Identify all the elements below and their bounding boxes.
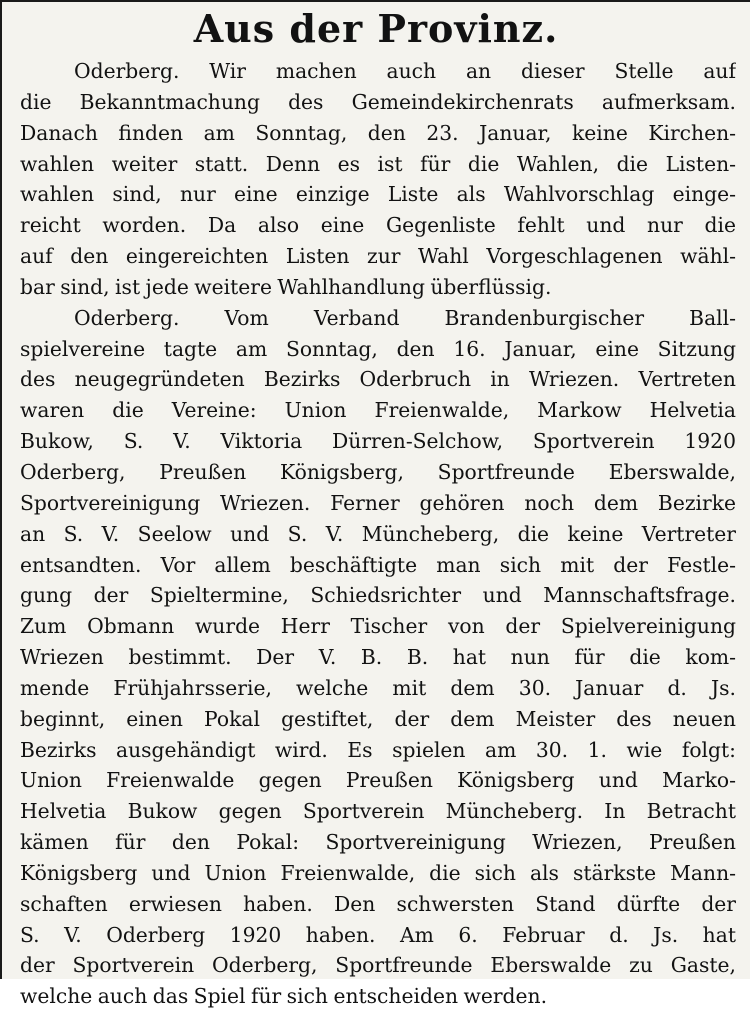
article-line: reicht worden. Da also eine Gegenliste fehlt und nur die — [20, 213, 736, 238]
article-line: Helvetia Bukow gegen Sportverein Müncheberg. In Betracht — [20, 799, 736, 824]
article-line: Königsberg und Union Freienwalde, die sich als stärkste Mann- — [20, 860, 736, 885]
article-line: wahlen weiter statt. Denn es ist für die Wahlen, die Listen- — [20, 151, 736, 176]
article-line: welche auch das Spiel für sich entscheiden werden. — [20, 984, 548, 1009]
article-line: entsandten. Vor allem beschäftigte man sich mit der Festle- — [20, 552, 736, 577]
article-line: Bezirks ausgehändigt wird. Es spielen am 30. 1. wie folgt: — [20, 737, 736, 762]
article-line: gung der Spieltermine, Schiedsrichter und Mannschaftsfrage. — [20, 583, 736, 608]
article-line: Bukow, S. V. Viktoria Dürren-Selchow, Sportverein 1920 — [20, 429, 736, 454]
article-oderberg-ballspielvereine — [2, 303, 750, 1012]
article-line: waren die Vereine: Union Freienwalde, Markow Helvetia — [20, 398, 736, 423]
article-line: wahlen sind, nur eine einzige Liste als Wahlvorschlag einge- — [20, 182, 736, 207]
article-line: Zum Obmann wurde Herr Tischer von der Spielvereinigung — [20, 614, 736, 639]
article-line: der Sportverein Oderberg, Sportfreunde Eberswalde zu Gaste, — [20, 953, 736, 978]
article-line: S. V. Oderberg 1920 haben. Am 6. Februar d. Js. hat — [20, 922, 736, 947]
headline: Aus der Provinz. — [193, 6, 559, 51]
article-line: kämen für den Pokal: Sportvereinigung Wriezen, Preußen — [20, 830, 736, 855]
article-line: die Bekanntmachung des Gemeindekirchenrats aufmerksam. — [20, 89, 736, 114]
article-line: schaften erwiesen haben. Den schwersten Stand dürfte der — [20, 891, 736, 916]
article-line: beginnt, einen Pokal gestiftet, der dem Meister des neuen — [20, 706, 736, 731]
article-line: Wriezen bestimmt. Der V. B. B. hat nun für die kom- — [20, 645, 736, 670]
article-line: Sportvereinigung Wriezen. Ferner gehören noch dem Bezirke — [20, 490, 736, 515]
article-line: an S. V. Seelow und S. V. Müncheberg, die keine Vertreter — [20, 521, 736, 546]
article-line: bar sind, ist jede weitere Wahlhandlung überflüssig. — [20, 274, 552, 299]
article-oderberg-kirchenwahlen — [2, 56, 750, 303]
article-line: Oderberg. Vom Verband Brandenburgischer Ball- — [74, 305, 736, 330]
article-line: Oderberg. Wir machen auch an dieser Stelle auf — [74, 59, 736, 83]
article-line: Danach finden am Sonntag, den 23. Januar, keine Kirchen- — [20, 120, 736, 145]
article-line: mende Frühjahrsserie, welche mit dem 30. Januar d. Js. — [20, 675, 736, 700]
article-line: auf den eingereichten Listen zur Wahl Vorgeschlagenen wähl- — [20, 244, 736, 269]
article-line: Oderberg, Preußen Königsberg, Sportfreunde Eberswalde, — [20, 459, 736, 484]
article-line: spielvereine tagte am Sonntag, den 16. Januar, eine Sitzung — [20, 336, 736, 361]
article-line: Union Freienwalde gegen Preußen Königsberg und Marko- — [20, 768, 736, 793]
article-line: des neugegründeten Bezirks Oderbruch in Wriezen. Vertreten — [20, 367, 736, 392]
